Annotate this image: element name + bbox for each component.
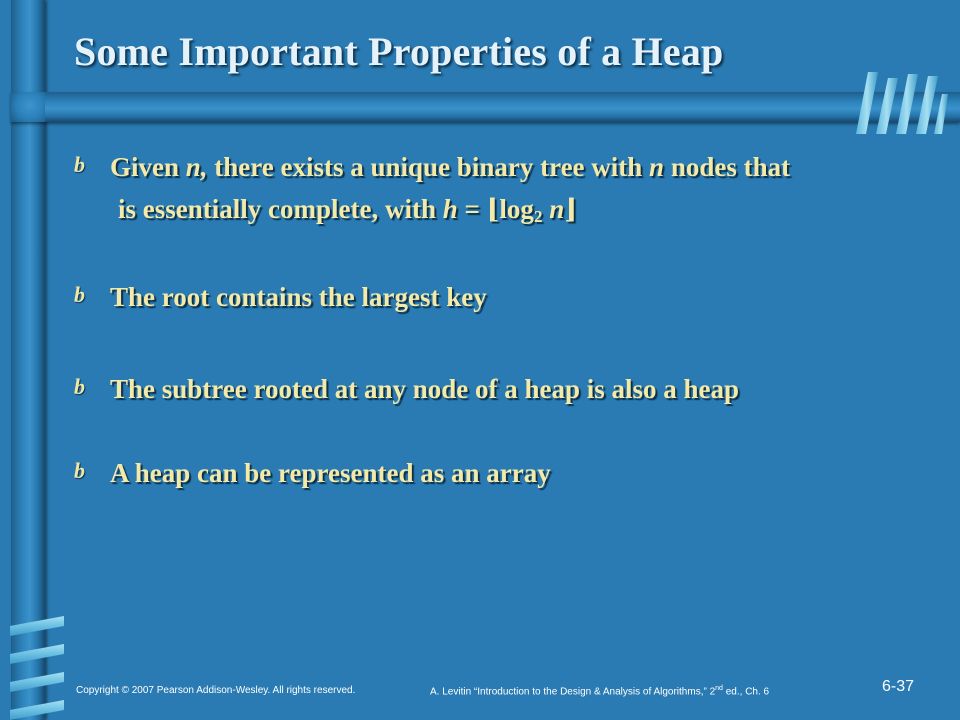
bullet-text bbox=[110, 146, 790, 238]
math-equals: = bbox=[457, 194, 487, 224]
text-run: there exists a unique binary tree with bbox=[207, 152, 650, 182]
bullet-marker-icon: b bbox=[74, 282, 85, 307]
stripes-decoration-top-right bbox=[854, 72, 950, 134]
citation-footer bbox=[430, 685, 769, 697]
math-right-floor: ⌋ bbox=[564, 194, 577, 224]
bullet-text: The root contains the largest key bbox=[110, 282, 487, 312]
bullet-line-2 bbox=[110, 188, 790, 238]
text-run: Given bbox=[110, 152, 186, 182]
math-left-floor: ⌊ bbox=[486, 194, 500, 224]
bullet-marker-icon: b bbox=[74, 374, 85, 399]
stripes-decoration-bottom-left bbox=[0, 608, 70, 720]
bullet-text: A heap can be represented as an array bbox=[110, 458, 551, 488]
text-run: nodes that bbox=[664, 152, 791, 182]
math-var-n: n bbox=[649, 152, 665, 182]
math-var-n: n, bbox=[185, 152, 208, 182]
frame-corner-joint bbox=[11, 92, 45, 122]
slide-title: Some Important Properties of a Heap bbox=[74, 29, 724, 74]
citation-text: ed., Ch. 6 bbox=[722, 686, 770, 698]
copyright-footer: Copyright © 2007 Pearson Addison-Wesley. All rights reserved. bbox=[76, 685, 356, 696]
bullet-marker-icon: b bbox=[74, 152, 85, 177]
math-subscript: 2 bbox=[533, 207, 543, 226]
citation-superscript: nd bbox=[715, 685, 723, 692]
text-run: is essentially complete, with bbox=[118, 194, 443, 224]
bullet-text: The subtree rooted at any node of a heap is also a heap bbox=[110, 374, 740, 404]
citation-text: A. Levitin “Introduction to the Design & Analysis of Algorithms,” 2 bbox=[430, 686, 716, 698]
bullet-marker-icon: b bbox=[74, 458, 85, 483]
math-var-h: h bbox=[442, 194, 458, 224]
math-log: log bbox=[499, 194, 534, 224]
bullet-line-1 bbox=[110, 152, 790, 182]
title-underline-bar bbox=[11, 92, 960, 122]
slide-number: 6-37 bbox=[881, 678, 914, 695]
math-var-n: n bbox=[542, 194, 565, 224]
